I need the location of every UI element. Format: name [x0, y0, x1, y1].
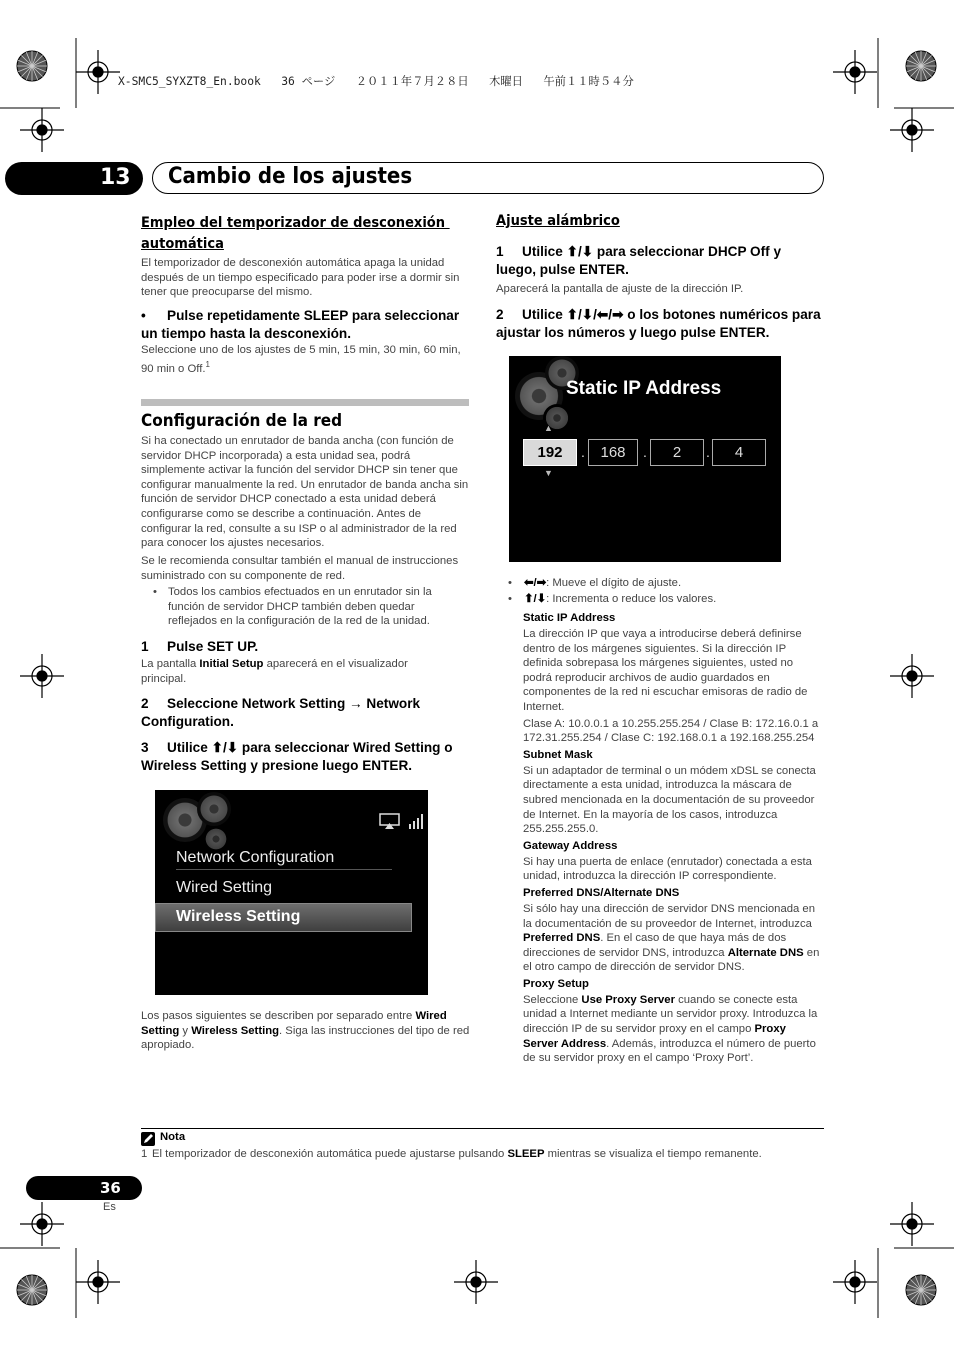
gear-icon	[197, 792, 231, 826]
network-menu-screen	[155, 790, 428, 995]
step-number: 1	[141, 639, 149, 654]
subnet-heading: Subnet Mask	[523, 748, 593, 761]
crosshair-mark	[833, 50, 877, 94]
up-down-arrow-icon: ⬆/⬇	[566, 244, 594, 259]
page-language: Es	[103, 1201, 116, 1213]
network-body-1: Si ha conectado un enrutador de banda ancha (con función de servidor DHCP incorporada) a esta unidad sea, podrá simplemente activar la función del servidor DHCP sin tener que configurar manualmente la red. Un enrutador de banda ancha sin función de servidor DHCP conectado a esta unidad deberá configurarse como se describe a continuación. Antes de configurar la red, consulte a su ISP o al administrador de la red para conocer los ajustes necesarios.	[141, 435, 469, 550]
note-icon	[141, 1132, 155, 1146]
ip-dot: .	[581, 444, 585, 460]
gateway-text: Si hay una puerta de enlace (enrutador) conectada a esta unidad, introduzca la dirección IP correspondiente.	[523, 855, 812, 883]
key-bullet-2	[508, 592, 828, 607]
step-1-note	[141, 657, 441, 686]
text: El temporizador de desconexión automática puede ajustarse pulsando	[152, 1148, 508, 1160]
step-text: o los botones numéricos para ajustar los números y luego pulse ENTER.	[496, 307, 821, 340]
text: Si sólo hay una dirección de servidor DNS mencionada en la documentación de su proveedor de Internet, introduzca	[523, 902, 815, 930]
bullet-mark: •	[508, 577, 512, 589]
bullet-text: : Mueve el dígito de ajuste.	[546, 577, 682, 589]
ip-octet-3[interactable]: 2	[650, 439, 704, 466]
timer-heading-line1: Empleo del temporizador de desconexión	[141, 215, 450, 231]
file-header: X-SMC5_SYXZT8_En.book 36 ページ ２０１１年７月２８日 木曜日 午前１１時５４分	[118, 75, 634, 88]
note-bold: Initial Setup	[199, 658, 264, 670]
footnote-ref: 1	[205, 359, 210, 369]
after-menu-text	[141, 1009, 471, 1053]
crosshair-mark	[833, 1260, 877, 1304]
note-title: Nota	[160, 1131, 186, 1143]
proxy-text	[523, 993, 823, 1066]
step-3	[141, 739, 471, 774]
step-text: Utilice	[167, 740, 212, 755]
text: y	[179, 1024, 192, 1037]
crosshair-mark	[20, 108, 64, 152]
timer-step-bullet: •	[141, 308, 146, 323]
ip-octet-2[interactable]: 168	[588, 439, 638, 466]
text: cuando se conecte esta unidad a Internet mediante un servidor proxy. Introduzca la dirección IP de su servidor proxy en el campo	[523, 993, 818, 1036]
bullet-mark: •	[153, 586, 157, 598]
crosshair-mark	[20, 654, 64, 698]
static-ip-text: La dirección IP que vaya a introducirse deberá definirse dentro de los márgenes siguientes. Si la dirección IP definida sobrepasa los márgenes siguientes, usted no podrá reproducir archivos de audio guardados en componentes de la red ni escuchar emisoras de radio de Internet.	[523, 628, 808, 713]
text: mientras se visualiza el tiempo remanente.	[544, 1148, 762, 1160]
crosshair-mark	[890, 1202, 934, 1246]
crosshair-mark	[76, 50, 120, 94]
text: Seleccione	[523, 993, 582, 1006]
proxy-heading: Proxy Setup	[523, 977, 589, 990]
text-bold: Preferred DNS	[523, 932, 601, 945]
color-wheel-mark	[906, 51, 936, 81]
signal-strength-icon	[408, 812, 426, 830]
timer-step	[141, 307, 471, 342]
menu-item-label: Wireless Setting	[176, 908, 301, 925]
section-rule	[141, 399, 469, 406]
step-number: 2	[141, 696, 149, 711]
crosshair-mark	[890, 654, 934, 698]
text: Los pasos siguientes se describen por separado entre	[141, 1010, 416, 1022]
pencil-icon	[141, 1132, 155, 1146]
step-number: 3	[141, 740, 149, 755]
note-rule	[141, 1128, 824, 1129]
menu-title-network-configuration: Network Configuration	[176, 849, 335, 866]
screen-title: Static IP Address	[566, 378, 722, 399]
up-down-arrow-icon: ⬆/⬇	[211, 740, 239, 755]
bullet-text: : Incrementa o reduce los valores.	[546, 593, 717, 605]
dns-heading: Preferred DNS/Alternate DNS	[523, 886, 680, 899]
airplay-icon	[379, 812, 401, 830]
text-bold: Alternate DNS	[727, 946, 804, 959]
wired-heading: Ajuste alámbrico	[496, 213, 620, 229]
wired-step-1	[496, 243, 816, 278]
step-text: Utilice	[522, 244, 567, 259]
timer-step-note	[141, 343, 471, 376]
text-bold: Wireless Setting	[191, 1024, 280, 1037]
subnet-text: Si un adaptador de terminal o un módem xDSL se conecta directamente a esta unidad, introduzca la máscara de subred mencionada en la documentación de su proveedor de Internet. En la mayoría de los casos, introduzca 255.255.255.0.	[523, 764, 816, 836]
step-text: Pulse SET UP.	[167, 639, 259, 654]
chapter-number: 13	[100, 165, 131, 190]
crosshair-mark	[454, 1260, 498, 1304]
timer-body: El temporizador de desconexión automática apaga la unidad después de un tiempo especificado para poder irse a dormir sin tener que preocuparse del mismo.	[141, 257, 460, 299]
text-bold: Wired Setting	[141, 1010, 447, 1037]
step-text: para seleccionar Wired Setting o Wireless Setting y presione luego ENTER.	[141, 740, 453, 773]
page-number-tab	[26, 1176, 142, 1200]
step-text: Seleccione Network Setting → Network Configuration.	[141, 696, 421, 729]
menu-item-wired-setting[interactable]: Wired Setting	[176, 879, 273, 896]
step-number: 2	[496, 307, 504, 322]
network-body-2: Se le recomienda consultar también el manual de instrucciones suministrado con su componente de red.	[141, 555, 459, 582]
left-right-arrow-icon: ⬅/➡	[524, 577, 547, 589]
ip-octet-4[interactable]: 4	[712, 439, 766, 466]
timer-heading-line2: automática	[141, 236, 224, 252]
network-bullet	[153, 585, 463, 629]
step-2	[141, 695, 461, 730]
settings-descriptions	[523, 612, 823, 1066]
text-bold: Use Proxy Server	[581, 993, 675, 1006]
wired-step-1-note: Aparecerá la pantalla de ajuste de la dirección IP.	[496, 283, 744, 295]
static-ip-heading: Static IP Address	[523, 612, 616, 624]
text: . Siga las instrucciones del tipo de red apropiado.	[141, 1024, 470, 1052]
key-bullet-1	[508, 576, 828, 591]
arrow-keys-icon: ⬆/⬇/⬅/➡	[566, 307, 624, 322]
ip-octet-1-selected[interactable]: 192	[523, 439, 577, 466]
ip-down-arrow-icon: ▼	[544, 468, 553, 478]
text: en el otro campo de dirección de servidor DNS.	[523, 946, 820, 974]
note-text: aparecerá en el visualizador principal.	[141, 658, 408, 685]
step-text: para seleccionar DHCP Off y luego, pulse ENTER.	[496, 244, 782, 277]
menu-divider	[176, 869, 392, 870]
static-ip-screen	[509, 356, 781, 562]
step-text: Utilice	[522, 307, 567, 322]
dns-text	[523, 902, 823, 975]
text: . Además, introduzca el número de puerto de su servidor proxy en el campo ‘Proxy Port’.	[523, 1037, 816, 1065]
gateway-heading: Gateway Address	[523, 839, 618, 852]
text-bold: SLEEP	[507, 1148, 545, 1160]
page-number: 36	[100, 1179, 121, 1197]
up-down-arrow-icon: ⬆/⬇	[524, 593, 547, 605]
color-wheel-mark	[906, 1275, 936, 1305]
network-heading: Configuración de la red	[141, 411, 343, 431]
crosshair-mark	[20, 1202, 64, 1246]
menu-item-wireless-setting-selected[interactable]	[155, 903, 412, 932]
step-number: 1	[496, 244, 504, 259]
bullet-text: Todos los cambios efectuados en un enrutador sin la función de servidor DHCP también deben quedar reflejados en la configuración de la red de la unidad.	[168, 586, 432, 628]
timer-step-text: Pulse repetidamente SLEEP para seleccionar un tiempo hasta la desconexión.	[141, 308, 460, 341]
ip-dot: .	[643, 444, 647, 460]
color-wheel-mark	[17, 1275, 47, 1305]
note-number: 1	[141, 1148, 148, 1160]
text: . En el caso de que haya más de dos direcciones de servidor DNS, introduzca	[523, 932, 787, 959]
crosshair-mark	[890, 108, 934, 152]
timer-step-note-text: Seleccione uno de los ajustes de 5 min, 15 min, 30 min, 60 min, 90 min o Off.	[141, 344, 461, 375]
color-wheel-mark	[17, 51, 47, 81]
ip-up-arrow-icon: ▲	[544, 423, 553, 433]
ip-dot: .	[706, 444, 710, 460]
wired-step-2	[496, 306, 826, 341]
crosshair-mark	[76, 1260, 120, 1304]
note-text: La pantalla	[141, 658, 200, 670]
bullet-mark: •	[508, 593, 512, 605]
step-1	[141, 638, 258, 656]
note-text	[141, 1147, 831, 1162]
text-bold: Proxy Server Address	[523, 1023, 786, 1050]
timer-heading	[141, 213, 471, 255]
static-ip-classes: Clase A: 10.0.0.1 a 10.255.255.254 / Clase B: 172.16.0.1 a 172.31.255.254 / Clase C: 192.168.0.1 a 192.168.255.254	[523, 717, 819, 745]
chapter-title: Cambio de los ajustes	[168, 164, 413, 189]
